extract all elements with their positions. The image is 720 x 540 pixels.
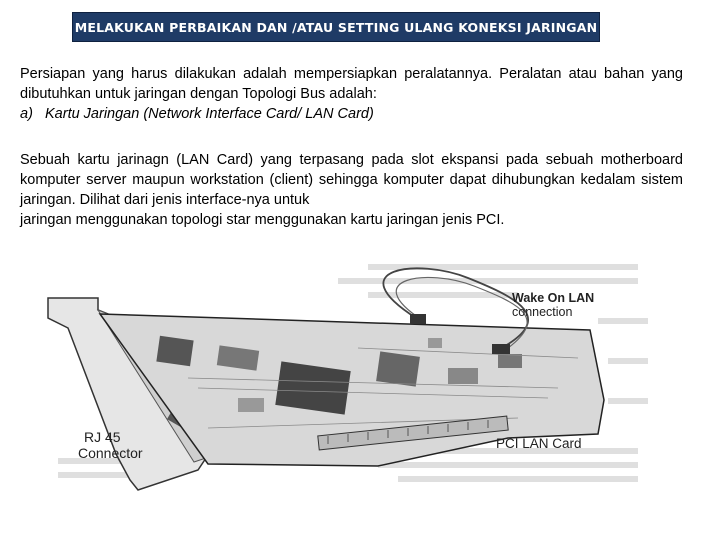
wol-connector [492, 344, 510, 354]
label-pci: PCI LAN Card [496, 436, 582, 451]
list-item-marker: a) [20, 106, 33, 122]
label-rj45-2: Connector [78, 445, 143, 461]
list-item-text: Kartu Jaringan (Network Interface Card/ LAN Card) [45, 106, 374, 122]
intro-paragraph: Persiapan yang harus dilakukan adalah mempersiapkan peralatannya. Peralatan atau bahan yang dibutuhkan untuk jaringan dengan Topologi Bus adalah: [20, 66, 683, 102]
intro-section [20, 64, 683, 124]
lan-card-figure [38, 258, 658, 502]
label-wol-2: connection [512, 305, 573, 319]
body-paragraph-line2: jaringan menggunakan topologi star menggunakan kartu jaringan jenis PCI. [20, 212, 505, 228]
page-title: MELAKUKAN PERBAIKAN DAN /ATAU SETTING ULANG KONEKSI JARINGAN [74, 19, 598, 35]
lan-card-illustration [38, 258, 658, 502]
body-paragraph-line1: Sebuah kartu jarinagn (LAN Card) yang terpasang pada slot ekspansi pada sebuah motherboard komputer server maupun workstation (client) sehingga komputer dapat dihubungkan kedalam sistem jaringan. Dilihat dari jenis interface-nya untuk [20, 152, 683, 208]
label-rj45-1: RJ 45 [84, 429, 121, 445]
label-wol-1: Wake On LAN [512, 291, 595, 305]
body-section [20, 150, 683, 230]
page-title-banner [72, 12, 600, 42]
list-item-a [20, 104, 683, 124]
